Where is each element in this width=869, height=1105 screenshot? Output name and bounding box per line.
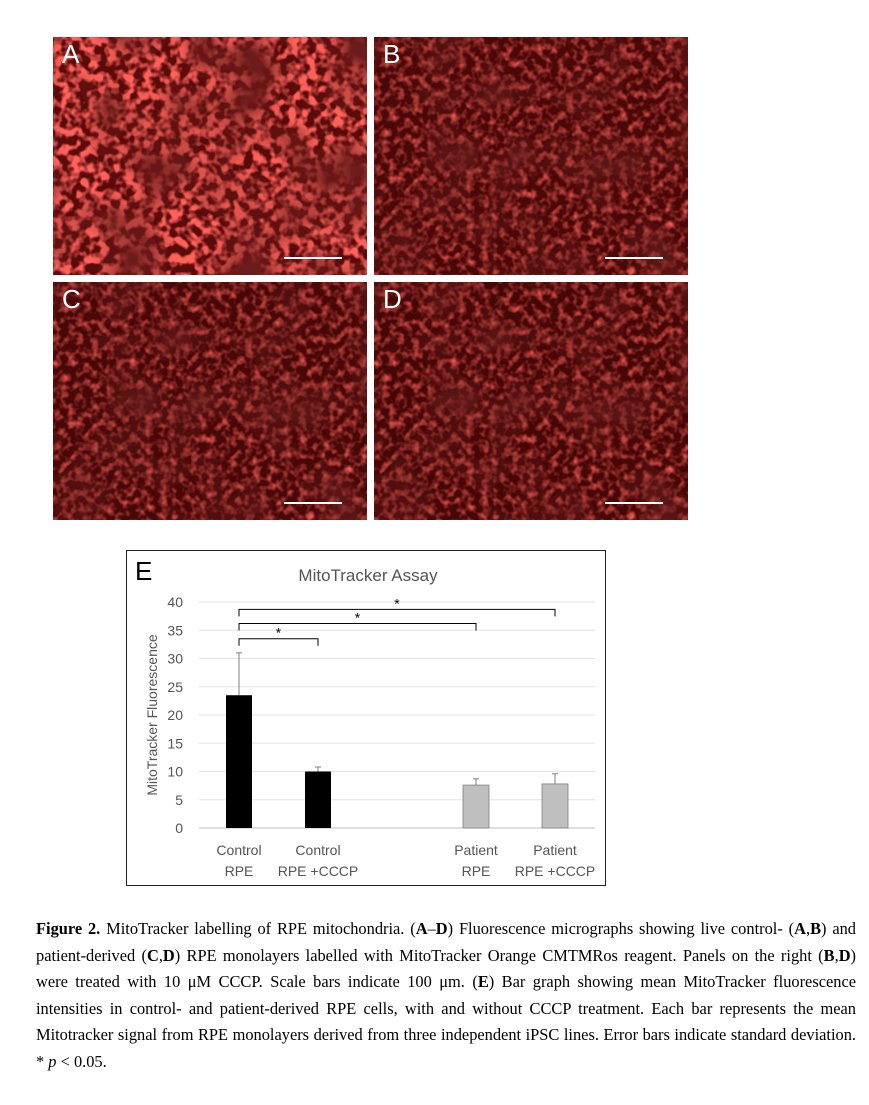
micrograph-panel-b <box>374 37 688 275</box>
caption-text: , <box>805 919 811 938</box>
caption-text: C <box>146 945 159 965</box>
caption-text: D <box>162 945 175 965</box>
fluorescence-texture <box>53 37 367 275</box>
bar <box>463 785 489 828</box>
y-tick-label: 25 <box>167 678 183 695</box>
significance-star: * <box>394 595 400 612</box>
caption-label: Figure 2. <box>36 919 101 938</box>
fluorescence-texture <box>53 282 367 520</box>
y-tick-label: 15 <box>167 735 183 752</box>
panel-letter-c: C <box>62 284 81 314</box>
caption-text: D <box>435 919 448 938</box>
panel-letter-b: B <box>383 39 401 69</box>
scale-bar <box>605 502 663 504</box>
scale-bar <box>605 257 663 259</box>
caption-text: ) and patient-derived ( <box>36 919 856 965</box>
caption-text: ) RPE monolayers labelled with MitoTracker Orange CMTMRos reagent. Panels on the right ( <box>174 945 824 965</box>
x-tick-label: RPE +CCCP <box>514 863 596 879</box>
x-tick-label: RPE <box>461 863 491 879</box>
caption-text: A <box>415 919 428 938</box>
x-tick-label: Control <box>216 842 262 858</box>
y-tick-label: 35 <box>167 622 183 639</box>
figure-caption <box>36 916 856 1076</box>
x-tick-label: Control <box>295 842 341 858</box>
y-tick-label: 0 <box>175 820 183 836</box>
y-tick-label: 40 <box>167 594 183 610</box>
bar <box>542 784 568 828</box>
micrograph-panel-c <box>53 282 367 520</box>
x-tick-label: RPE <box>224 863 254 879</box>
bar-chart-panel-e <box>126 550 606 886</box>
caption-text: – <box>427 919 436 938</box>
scale-bar <box>284 257 342 259</box>
scale-bar <box>284 502 342 504</box>
micrograph-panel-d <box>374 282 688 520</box>
caption-text: p <box>48 1051 57 1071</box>
caption-text: ) Fluorescence micrographs showing live control- ( <box>447 919 795 938</box>
x-tick-label: Patient <box>454 842 498 858</box>
x-tick-label: Patient <box>533 842 577 858</box>
caption-text: A <box>794 919 806 938</box>
caption-text: B <box>810 919 822 938</box>
x-tick-label: RPE +CCCP <box>277 863 359 879</box>
caption-text: , <box>834 945 839 965</box>
panel-letter-e: E <box>135 556 153 586</box>
caption-text: ) were treated with 10 μM CCCP. Scale bars indicate 100 μm. ( <box>36 945 856 992</box>
y-tick-label: 30 <box>167 650 183 667</box>
y-tick-label: 20 <box>167 707 183 723</box>
bar <box>226 695 252 828</box>
chart-title: MitoTracker Assay <box>298 566 438 585</box>
fluorescence-texture <box>374 282 688 520</box>
caption-text: B <box>823 945 835 965</box>
micrograph-panel-a <box>53 37 367 275</box>
significance-star: * <box>354 609 361 626</box>
caption-text: , <box>158 945 163 965</box>
caption-text: MitoTracker labelling of RPE mitochondria. ( <box>100 919 416 938</box>
significance-star: * <box>275 624 282 641</box>
y-tick-label: 10 <box>167 763 183 780</box>
caption-text: E <box>477 972 489 992</box>
fluorescence-texture <box>374 37 688 275</box>
bar-chart <box>127 551 604 884</box>
y-axis-label: MitoTracker Fluorescence <box>144 634 160 796</box>
bar <box>305 772 331 829</box>
panel-letter-d: D <box>383 284 402 314</box>
y-tick-label: 5 <box>175 791 183 808</box>
caption-text: D <box>838 945 851 965</box>
caption-text: ) Bar graph showing mean MitoTracker fluorescence intensities in control- and patient-derived RPE cells, with and without CCCP treatment. Each bar represents the mean Mitotracker signal from RPE monolayers derived from three independent iPSC lines. Error bars indicate standard deviation. * <box>36 972 856 1071</box>
panel-letter-a: A <box>62 39 80 69</box>
caption-text: < 0.05. <box>56 1051 107 1071</box>
